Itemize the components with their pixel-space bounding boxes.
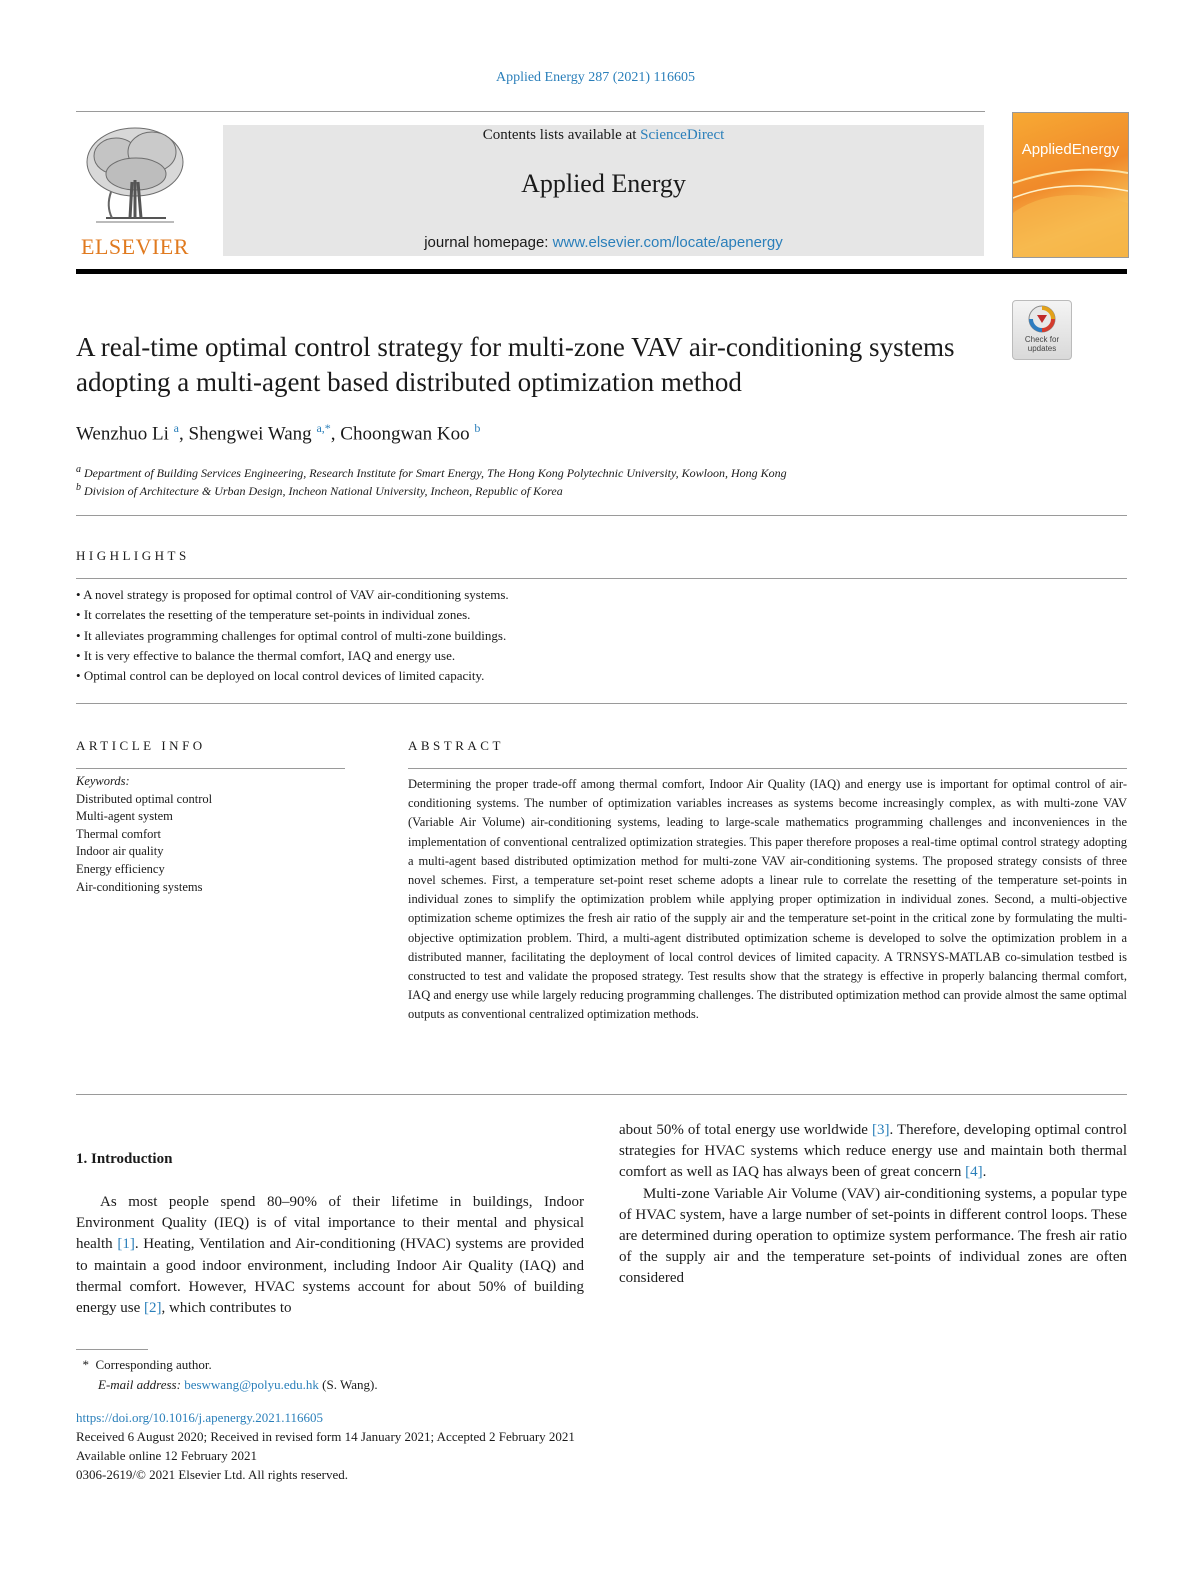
email-link[interactable]: beswwang@polyu.edu.hk	[184, 1377, 319, 1392]
copyright: 0306-2619/© 2021 Elsevier Ltd. All rights reserved.	[76, 1467, 348, 1482]
abstract-text: Determining the proper trade-off among thermal comfort, Indoor Air Quality (IAQ) and energy use is important for optimal control of air-conditioning systems. The number of optimization variables increases as systems become increasingly complex, as with multi-zone VAV (Variable Air Volume) air-conditioning systems, leading to large-scale mathematics programming challenges and inconveniences in the implementation of conventional centralized optimization strategies. This paper therefore proposes a real-time optimal control strategy adopting a multi-agent based distributed optimization method for multi-zone VAV air-conditioning systems. The proposed strategy consists of three novel schemes. First, a temperature set-point reset scheme adopts a linear rule to correlate the resetting of the temperature set-points in individual zones to simplify the optimization problem while applying proper optimization in individual zones. Second, a multi-objective optimization scheme optimizes the fresh air ratio of the supply air and the temperature set-point in the critical zone by formulating the multi-objective optimization problem. Third, a multi-agent distributed optimization scheme is developed to solve the optimization problem in a distributed manner, facilitating the deployment of local control devices of limited capacity. A TRNSYS-MATLAB co-simulation testbed is constructed to test and validate the proposed strategy. Test results show that the strategy is effective in properly balancing thermal comfort, IAQ and energy use while largely reducing programming challenges. The distributed optimization method can provide almost the same optimal outputs as conventional centralized optimization methods.	[408, 777, 1127, 1022]
highlights-rule-top	[76, 578, 1127, 579]
elsevier-logo	[76, 122, 194, 259]
affiliation-text: Department of Building Services Engineering, Research Institute for Smart Energy, The Hong Kong Polytechnic University, Kowloon, Hong Kong	[84, 466, 787, 480]
keywords-label: Keywords:	[76, 774, 130, 788]
article-title: A real-time optimal control strategy for multi-zone VAV air-conditioning systems adopting a multi-agent based distributed optimization method	[76, 332, 955, 397]
author-affiliation-mark[interactable]: b	[474, 421, 481, 435]
author-name: Choongwan Koo	[340, 423, 470, 445]
author-affiliation-mark[interactable]: a,*	[316, 421, 331, 435]
journal-reference[interactable]: Applied Energy 287 (2021) 116605	[495, 70, 696, 85]
journal-cover[interactable]	[1012, 112, 1129, 258]
intro-paragraph: Multi-zone Variable Air Volume (VAV) air-conditioning systems, a popular type of HVAC system, have a large number of set-points in different control loops. These are determined during operation to optimize system performance. The fresh air ratio of the supply air and the temperature set-points of individual zones are often considered	[619, 1185, 1127, 1287]
highlight-text: A novel strategy is proposed for optimal control of VAV air-conditioning systems.	[83, 587, 509, 602]
email-line	[76, 1375, 378, 1395]
homepage-prefix: journal homepage:	[424, 234, 553, 251]
elsevier-tree-icon	[76, 122, 194, 230]
publication-info	[76, 1408, 575, 1484]
author-list: Wenzhuo Li $^a$, Shengwei Wang $^{a,*}$, Choongwan Koo $^b$	[76, 421, 481, 445]
citation-link[interactable]: [2]	[144, 1300, 162, 1317]
highlight-item: • It alleviates programming challenges for optimal control of multi-zone buildings.	[76, 627, 507, 643]
intro-text: .	[982, 1164, 987, 1181]
highlight-text: It is very effective to balance the thermal comfort, IAQ and energy use.	[83, 647, 456, 663]
highlight-item: • It correlates the resetting of the temperature set-points in individual zones.	[76, 607, 471, 623]
homepage-link[interactable]: www.elsevier.com/locate/apenergy	[552, 234, 783, 251]
affiliation-text: Division of Architecture & Urban Design, Incheon National University, Incheon, Republic of Korea	[84, 484, 563, 498]
header-top-rule	[76, 111, 985, 112]
highlight-text: It correlates the resetting of the temperature set-points in individual zones.	[83, 607, 471, 623]
corresponding-author-text: Corresponding author.	[95, 1357, 212, 1372]
highlights-list	[76, 585, 509, 686]
affiliation	[76, 482, 563, 499]
cover-art-icon	[1013, 113, 1128, 257]
check-updates-icon	[1013, 301, 1071, 335]
journal-banner	[223, 125, 984, 256]
highlight-item: • A novel strategy is proposed for optimal control of VAV air-conditioning systems.	[76, 587, 509, 602]
received-dates: Received 6 August 2020; Received in revised form 14 January 2021; Accepted 2 February 2021	[76, 1429, 575, 1444]
citation-link[interactable]: [3]	[871, 1122, 890, 1138]
citation-link[interactable]: [4]	[965, 1164, 983, 1181]
highlight-item: • It is very effective to balance the thermal comfort, IAQ and energy use.	[76, 647, 456, 663]
footnote	[76, 1355, 378, 1395]
affiliation-mark: b	[76, 482, 81, 493]
highlights-rule-bottom	[76, 703, 1127, 704]
abstract-bottom-rule	[76, 1094, 1127, 1095]
author-name: Wenzhuo Li	[76, 423, 169, 445]
highlights-heading: HIGHLIGHTS	[76, 548, 190, 563]
keyword: Air-conditioning systems	[76, 879, 203, 894]
intro-text: about 50% of total energy use worldwide	[619, 1122, 872, 1138]
journal-name: Applied Energy	[521, 169, 686, 198]
affiliation-mark: a	[76, 464, 81, 475]
intro-text: , which contributes to	[161, 1300, 292, 1317]
header-thick-rule	[76, 269, 1127, 274]
doi-link[interactable]: https://doi.org/10.1016/j.apenergy.2021.116605	[76, 1410, 323, 1425]
check-for-updates-button[interactable]	[1012, 300, 1072, 360]
article-info-rule	[76, 768, 345, 769]
homepage-line	[223, 234, 984, 251]
highlight-text: Optimal control can be deployed on local control devices of limited capacity.	[83, 668, 485, 684]
sciencedirect-link[interactable]: ScienceDirect	[640, 127, 725, 143]
intro-text: . Therefore, developing optimal control strategies for HVAC systems which reduce energy use and maintain both thermal comfort as well as IAQ has always been of great concern	[619, 1122, 1127, 1181]
email-suffix: (S. Wang).	[318, 1377, 378, 1392]
intro-text: . Heating, Ventilation and Air-conditioning (HVAC) systems are provided to maintain a good indoor environment, including Indoor Air Quality (IAQ) and thermal comfort. However, HVAC systems account for about 50% of building energy use	[76, 1236, 585, 1317]
affiliation-rule	[76, 515, 1127, 516]
publisher-name: ELSEVIER	[81, 234, 189, 259]
email-label: E-mail address:	[98, 1377, 185, 1392]
affiliation	[76, 464, 787, 481]
keyword: Distributed optimal control	[76, 791, 213, 806]
highlight-text: It alleviates programming challenges for optimal control of multi-zone buildings.	[83, 627, 507, 643]
article-info-heading: ARTICLE INFO	[76, 738, 206, 753]
footnote-mark: *	[82, 1357, 89, 1372]
cover-title-a: Applied	[1021, 141, 1072, 158]
contents-line	[223, 127, 984, 144]
contents-prefix: Contents lists available at	[482, 127, 641, 143]
citation-link[interactable]: [1]	[117, 1236, 135, 1253]
author-name: Shengwei Wang	[188, 423, 312, 445]
abstract-heading: ABSTRACT	[408, 738, 504, 753]
keyword: Thermal comfort	[76, 826, 162, 841]
keyword: Energy efficiency	[76, 861, 165, 876]
intro-column-right	[619, 1120, 1127, 1290]
intro-text: As most people spend 80–90% of their lifetime in buildings, Indoor Environment Quality (IEQ) is of vital importance to their mental and physical health	[76, 1194, 584, 1253]
check-updates-label: Check for updates	[1024, 335, 1060, 353]
intro-paragraph-continued	[619, 1120, 1127, 1184]
keyword: Indoor air quality	[76, 844, 164, 859]
abstract-rule	[408, 768, 1127, 769]
keywords-list	[76, 773, 212, 896]
cover-title-b: Energy	[1071, 141, 1120, 158]
corresponding-author-note	[76, 1355, 378, 1375]
introduction-heading: 1. Introduction	[76, 1151, 173, 1167]
footnote-rule	[76, 1349, 148, 1350]
available-online: Available online 12 February 2021	[76, 1448, 257, 1463]
keyword: Multi-agent system	[76, 809, 173, 824]
highlight-item: • Optimal control can be deployed on local control devices of limited capacity.	[76, 668, 485, 684]
author-affiliation-mark[interactable]: a	[173, 421, 179, 435]
intro-paragraph-left	[76, 1192, 584, 1319]
